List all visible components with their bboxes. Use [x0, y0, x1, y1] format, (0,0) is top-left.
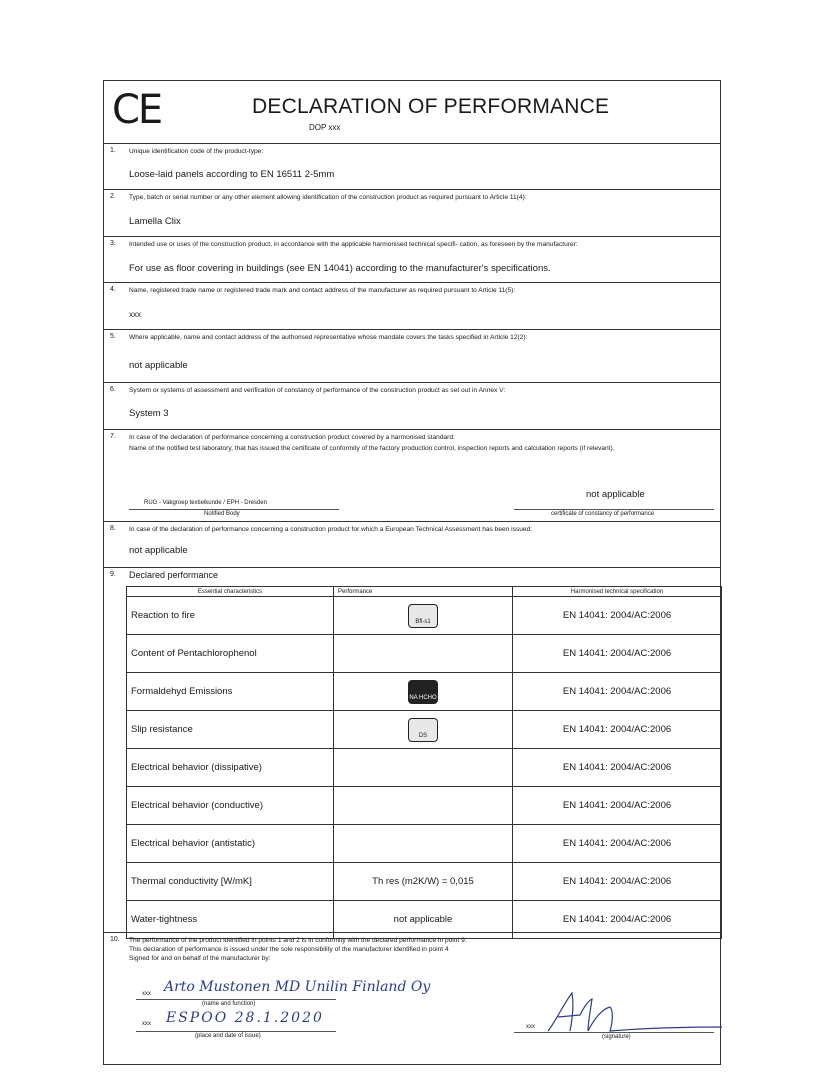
- certificate-line: [514, 509, 714, 510]
- signature-placeholder: xxx: [526, 1024, 535, 1030]
- section-question: Name, registered trade name or registered trade mark and contact address of the manufacturer as required pursuant to Article 11(5):: [129, 287, 516, 294]
- icon-label: Bfl-s1: [415, 618, 431, 625]
- responsibility-statement: This declaration of performance is issued under the sole responsibility of the manufacturer identified in point 4: [129, 946, 449, 953]
- avcp-system: System 3: [129, 408, 169, 419]
- table-row: [127, 597, 722, 635]
- specification-cell: EN 14041: 2004/AC:2006: [513, 901, 722, 939]
- ce-mark-logo: CE: [112, 87, 162, 133]
- section-9: [104, 568, 720, 933]
- table-row: [127, 673, 722, 711]
- specification-cell: EN 14041: 2004/AC:2006: [513, 711, 722, 749]
- specification-cell: EN 14041: 2004/AC:2006: [513, 749, 722, 787]
- table-row: [127, 787, 722, 825]
- performance-value: Th res (m2K/W) = 0,015: [372, 876, 474, 887]
- icon-label: DS: [418, 732, 428, 739]
- section-number: 6.: [110, 386, 116, 393]
- section-8: [104, 522, 720, 568]
- performance-cell: [334, 635, 513, 673]
- characteristic-cell: Reaction to fire: [127, 597, 334, 635]
- performance-cell: [334, 749, 513, 787]
- performance-table: [126, 586, 722, 939]
- specification-cell: EN 14041: 2004/AC:2006: [513, 825, 722, 863]
- section-number: 4.: [110, 286, 116, 293]
- authorised-representative: not applicable: [129, 360, 188, 371]
- signature-caption: (signature): [602, 1034, 631, 1040]
- section-2: [104, 190, 720, 237]
- table-row: [127, 825, 722, 863]
- conformity-statement: The performance of the product identified in points 1 and 2 is in conformity with the declared performance in point 9.: [129, 937, 467, 944]
- characteristic-cell: Electrical behavior (conductive): [127, 787, 334, 825]
- icon-label: NA HCHO: [409, 694, 437, 701]
- document-header: [104, 81, 720, 144]
- section-question: Type, batch or serial number or any other element allowing identification of the construction product as required pursuant to Article 11(4):: [129, 194, 527, 201]
- section-question: In case of the declaration of performance concerning a construction product for which a European Technical Assessment has been issued:: [129, 526, 533, 533]
- characteristic-cell: Content of Pentachlorophenol: [127, 635, 334, 673]
- intended-use: For use as floor covering in buildings (see EN 14041) according to the manufacturer's specifications.: [129, 263, 551, 274]
- fire-class-icon: [408, 604, 438, 628]
- specification-cell: EN 14041: 2004/AC:2006: [513, 597, 722, 635]
- section-number: 3.: [110, 240, 116, 247]
- specification-cell: EN 14041: 2004/AC:2006: [513, 787, 722, 825]
- table-row: [127, 863, 722, 901]
- section-7: [104, 430, 720, 522]
- name-placeholder: xxx: [142, 991, 151, 997]
- specification-cell: EN 14041: 2004/AC:2006: [513, 635, 722, 673]
- section-question: Where applicable, name and contact address of the authorised representative whose mandate covers the tasks specified in Article 12(2):: [129, 334, 528, 341]
- section-4: [104, 283, 720, 330]
- manufacturer-address: xxx: [129, 310, 141, 319]
- section-question: System or systems of assessment and verification of constancy of performance of the construction product as set out in Annex V:: [129, 387, 506, 394]
- declared-performance-title: Declared performance: [129, 570, 219, 580]
- section-question: In case of the declaration of performance concerning a construction product covered by a harmonised standard:: [129, 434, 455, 441]
- name-caption: (name and function): [202, 1001, 256, 1007]
- section-5: [104, 330, 720, 383]
- characteristic-cell: Water-tightness: [127, 901, 334, 939]
- handwritten-name: Arto Mustonen MD Unilin Finland Oy: [164, 979, 431, 995]
- specification-cell: EN 14041: 2004/AC:2006: [513, 863, 722, 901]
- performance-cell: [334, 825, 513, 863]
- table-row: [127, 711, 722, 749]
- table-header-row: [127, 587, 722, 597]
- section-question: Intended use or uses of the construction product, in accordance with the applicable harmonised technical specifi- cation, as foreseen by the manufacturer:: [129, 241, 578, 248]
- section-number: 5.: [110, 333, 116, 340]
- certificate-value: not applicable: [586, 489, 645, 500]
- section-question: Unique identification code of the product-type:: [129, 148, 264, 155]
- section-number: 8.: [110, 525, 116, 532]
- performance-cell: [334, 673, 513, 711]
- header-performance: Performance: [334, 587, 513, 597]
- characteristic-cell: Formaldehyd Emissions: [127, 673, 334, 711]
- handwritten-signature: [544, 991, 724, 1036]
- table-row: [127, 635, 722, 673]
- characteristic-cell: Electrical behavior (dissipative): [127, 749, 334, 787]
- place-line: [136, 1031, 336, 1032]
- section-number: 2.: [110, 193, 116, 200]
- signature-line: [514, 1032, 714, 1033]
- product-type-code: Loose-laid panels according to EN 16511 2-5mm: [129, 169, 335, 180]
- characteristic-cell: Slip resistance: [127, 711, 334, 749]
- characteristic-cell: Thermal conductivity [W/mK]: [127, 863, 334, 901]
- characteristic-cell: Electrical behavior (antistatic): [127, 825, 334, 863]
- dop-number: DOP xxx: [309, 123, 341, 132]
- header-specification: Harmonised technical specification: [513, 587, 722, 597]
- product-identification: Lamella Clix: [129, 216, 181, 227]
- table-row: [127, 749, 722, 787]
- notified-body-name: RUG - Vakgroep textielkunde / EPH - Dresden: [144, 500, 267, 506]
- performance-cell: [334, 863, 513, 901]
- place-placeholder: xxx: [142, 1021, 151, 1027]
- document-title: DECLARATION OF PERFORMANCE: [252, 95, 610, 118]
- section-1: [104, 144, 720, 190]
- eta-value: not applicable: [129, 545, 188, 556]
- handwritten-place-date: ESPOO 28.1.2020: [166, 1010, 324, 1026]
- section-3: [104, 237, 720, 283]
- section-10: [104, 933, 720, 1067]
- specification-cell: EN 14041: 2004/AC:2006: [513, 673, 722, 711]
- signed-for-statement: Signed for and on behalf of the manufacturer by:: [129, 955, 271, 962]
- section-number: 9.: [110, 571, 116, 578]
- section-number: 7.: [110, 433, 116, 440]
- place-caption: (place and date of issue): [195, 1033, 261, 1039]
- performance-cell: [334, 711, 513, 749]
- section-number: 10.: [110, 936, 120, 943]
- slip-resistance-icon: [408, 718, 438, 742]
- performance-value: not applicable: [393, 914, 453, 925]
- notified-body-line: [129, 509, 339, 510]
- performance-cell: [334, 787, 513, 825]
- formaldehyde-icon: [408, 680, 438, 704]
- section-number: 1.: [110, 147, 116, 154]
- performance-cell: [334, 597, 513, 635]
- name-line: [136, 999, 336, 1000]
- notified-body-caption: Notified Body: [204, 511, 240, 517]
- declaration-document: [103, 80, 721, 1065]
- header-characteristics: Essential characteristics: [127, 587, 334, 597]
- section-6: [104, 383, 720, 430]
- section-question-detail: Name of the notified test laboratory, that has issued the certificate of conformity of the factory production control, inspection reports and calculation reports (if relevant).: [129, 445, 615, 452]
- certificate-caption: certificate of constancy of performance: [551, 511, 655, 517]
